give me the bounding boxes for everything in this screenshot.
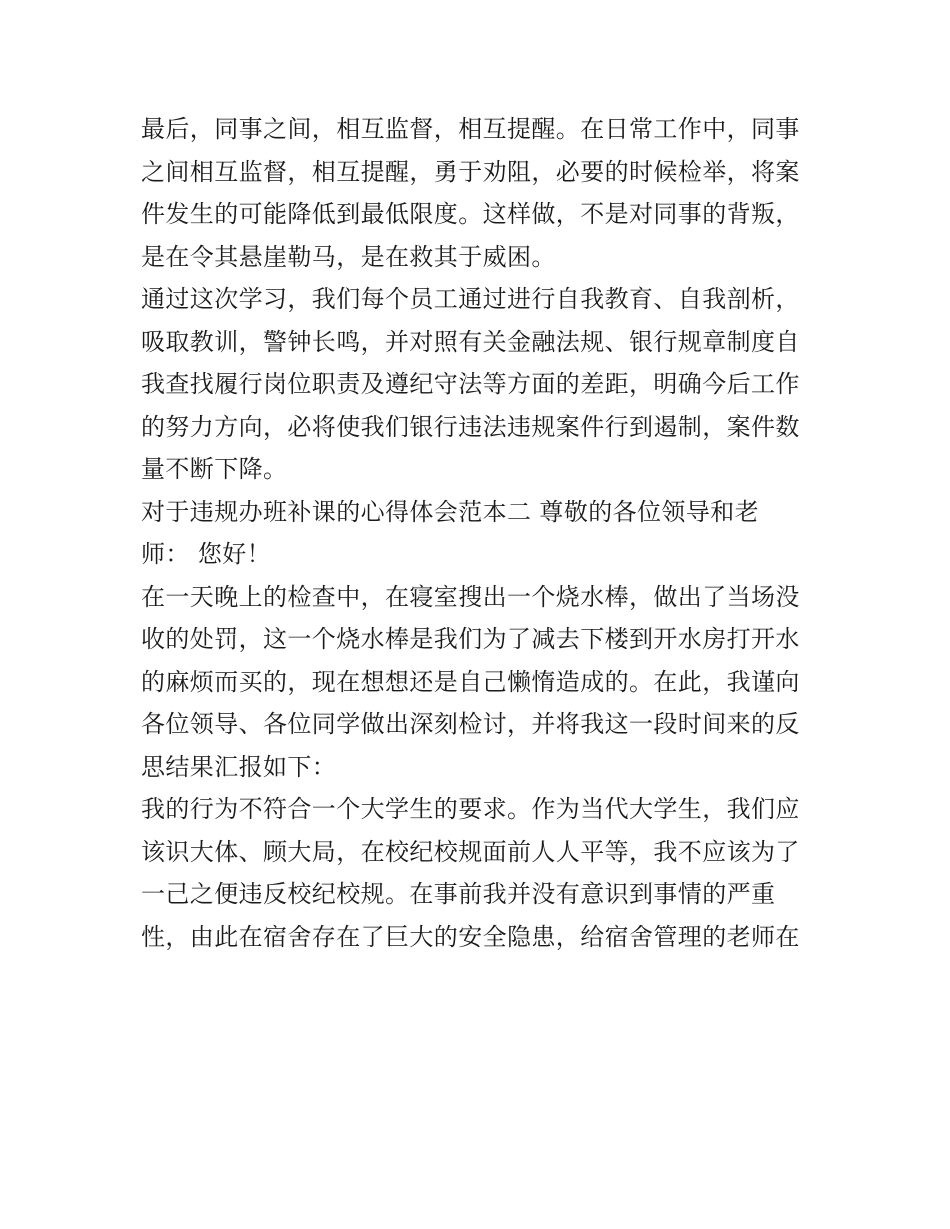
text-line: 通过这次学习，我们每个员工通过进行自我教育、自我剖析，	[141, 285, 800, 313]
text-line: 一己之便违反校纪校规。在事前我并没有意识到事情的严重	[141, 880, 776, 908]
text-line: 在一天晚上的检查中，在寝室搜出一个烧水棒，做出了当场没	[141, 582, 800, 611]
text-line: 收的处罚，这一个烧水棒是我们为了减去下楼到开水房打开水	[141, 625, 800, 653]
text-line: 的努力方向，必将使我们银行违法违规案件行到遏制，案件数	[141, 412, 800, 441]
text-line: 件发生的可能降低到最低限度。这样做，不是对同事的背叛，	[141, 200, 800, 228]
text-line: 我的行为不符合一个大学生的要求。作为当代大学生，我们应	[141, 795, 800, 823]
text-line: 量不断下降。	[141, 455, 288, 483]
text-line: 师： 您好！	[141, 540, 272, 568]
document-body	[141, 108, 813, 958]
text-line: 是在令其悬崖勒马，是在救其于威困。	[141, 242, 556, 271]
text-line: 之间相互监督，相互提醒，勇于劝阻，必要的时候检举，将案	[141, 157, 800, 186]
text-line: 吸取教训，警钟长鸣，并对照有关金融法规、银行规章制度自	[141, 327, 800, 356]
text-line: 各位领导、各位同学做出深刻检讨，并将我这一段时间来的反	[141, 710, 800, 738]
text-line: 最后，同事之间，相互监督，相互提醒。在日常工作中，同事	[141, 115, 800, 143]
text-line: 性，由此在宿舍存在了巨大的安全隐患，给宿舍管理的老师在	[141, 922, 800, 951]
text-line: 对于违规办班补课的心得体会范本二 尊敬的各位领导和老	[141, 497, 760, 526]
text-line: 我查找履行岗位职责及遵纪守法等方面的差距，明确今后工作	[141, 370, 800, 398]
text-line: 该识大体、顾大局，在校纪校规面前人人平等，我不应该为了	[141, 837, 800, 866]
text-line: 思结果汇报如下：	[141, 752, 337, 781]
text-line: 的麻烦而买的，现在想想还是自己懒惰造成的。在此，我谨向	[141, 667, 800, 696]
